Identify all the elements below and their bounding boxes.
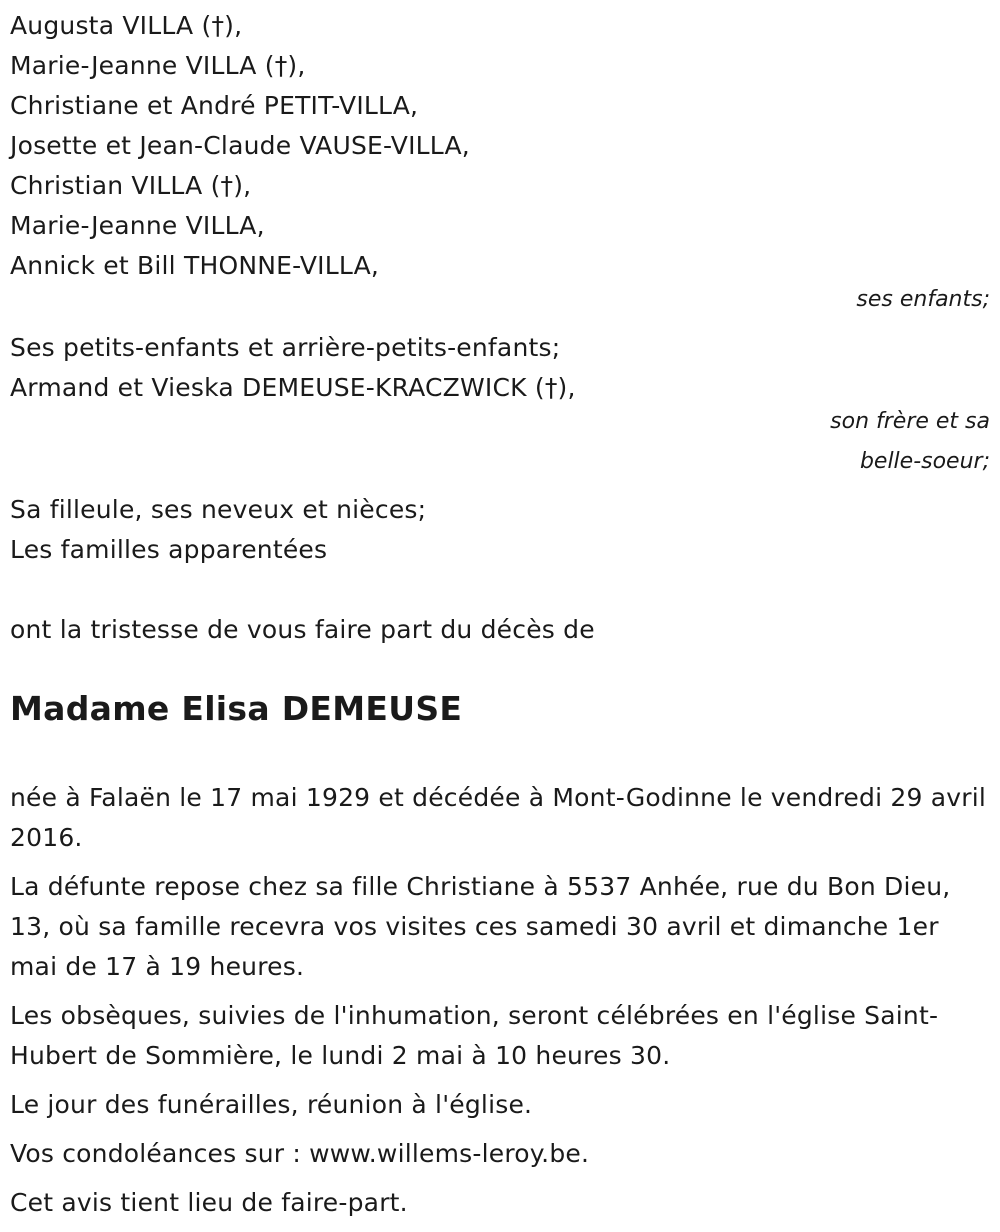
relation-label-sibling-cont: belle-soeur; <box>859 449 990 474</box>
deceased-name: Madame Elisa DEMEUSE <box>10 689 463 728</box>
announcement-text: ont la tristesse de vous faire part du décès de <box>10 615 595 644</box>
spacer <box>10 482 990 490</box>
gathering-paragraph: Le jour des funérailles, réunion à l'église. <box>10 1090 533 1119</box>
family-member-line: Christiane et André PETIT-VILLA, <box>10 91 419 120</box>
spacer <box>10 320 990 328</box>
family-member-line: Annick et Bill THONNE-VILLA, <box>10 251 380 280</box>
family-member-line: Marie-Jeanne VILLA, <box>10 211 265 240</box>
condolences-paragraph: Vos condoléances sur : www.willems-leroy.be. <box>10 1139 590 1168</box>
family-member-line: Sa filleule, ses neveux et nièces; <box>10 495 427 524</box>
notice-paragraph: Cet avis tient lieu de faire-part. <box>10 1188 408 1217</box>
family-member-line: Marie-Jeanne VILLA (†), <box>10 51 306 80</box>
relation-label-children: ses enfants; <box>856 287 990 312</box>
birth-death-paragraph: née à Falaën le 17 mai 1929 et décédée à Mont-Godinne le vendredi 29 avril 2016. <box>10 783 987 852</box>
family-group-extended <box>10 490 990 570</box>
relation-label-sibling: son frère et sa <box>830 409 990 434</box>
family-member-line: Les familles apparentées <box>10 535 328 564</box>
family-member-line: Christian VILLA (†), <box>10 171 252 200</box>
spacer <box>10 570 990 610</box>
family-member-line: Ses petits-enfants et arrière-petits-enfants; <box>10 333 561 362</box>
visitation-paragraph: La défunte repose chez sa fille Christiane à 5537 Anhée, rue du Bon Dieu, 13, où sa famille recevra vos visites ces samedi 30 avril et dimanche 1er mai de 17 à 19 heures. <box>10 872 951 981</box>
family-member-line: Armand et Vieska DEMEUSE-KRACZWICK (†), <box>10 373 576 402</box>
family-group-children <box>10 6 990 320</box>
family-group-siblings <box>10 328 990 482</box>
family-member-line: Augusta VILLA (†), <box>10 11 243 40</box>
funeral-paragraph: Les obsèques, suivies de l'inhumation, seront célébrées en l'église Saint-Hubert de Sommière, le lundi 2 mai à 10 heures 30. <box>10 1001 939 1070</box>
obituary-notice <box>10 6 990 1232</box>
family-member-line: Josette et Jean-Claude VAUSE-VILLA, <box>10 131 470 160</box>
